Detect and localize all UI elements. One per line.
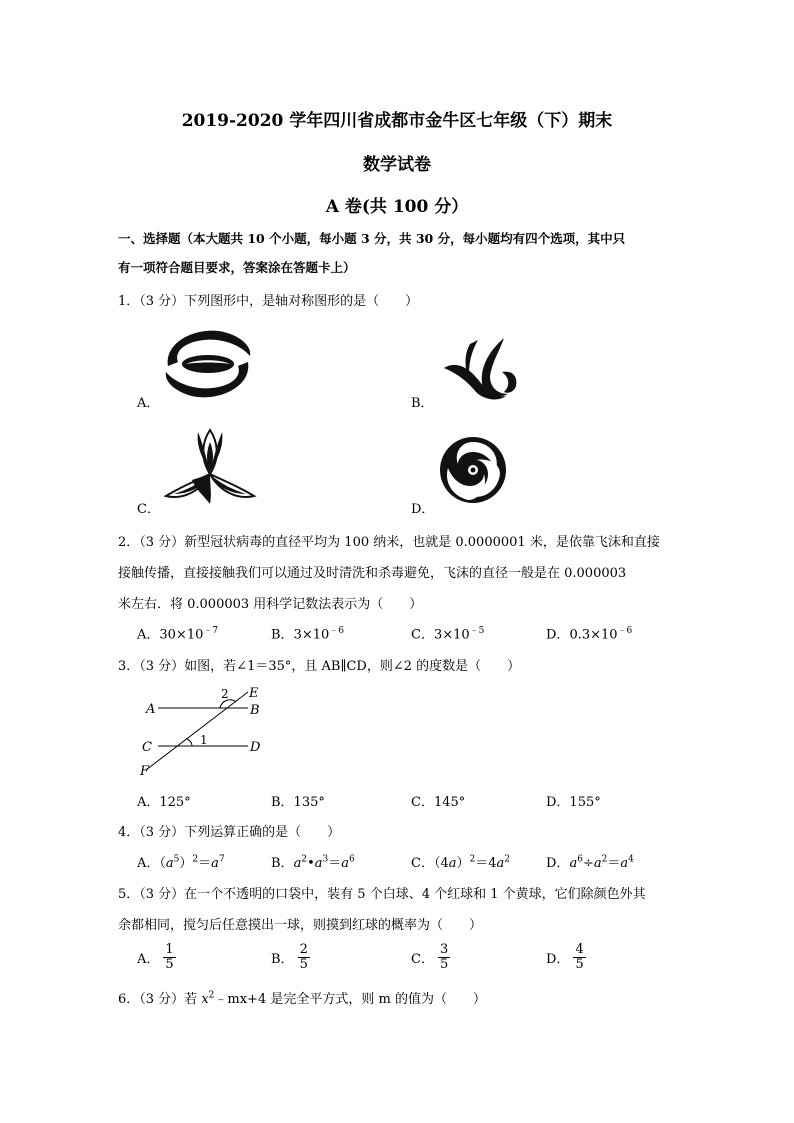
q1-option-d-label: D． <box>411 502 435 517</box>
q5-option-d-fraction <box>573 943 585 972</box>
parallel-lines-figure <box>136 682 276 780</box>
point-label-a: A <box>146 702 156 717</box>
q5-option-b-fraction <box>298 943 310 972</box>
question-1-stem: 1．（3 分）下列图形中，是轴对称图形的是（ ） <box>118 294 419 309</box>
q5-option-a-numerator: 1 <box>165 942 174 957</box>
q1-option-c-label: C． <box>137 502 160 517</box>
q5-option-a <box>137 943 176 972</box>
q5-option-b-denominator: 5 <box>299 957 308 972</box>
exam-subtitle: 数学试卷 <box>363 155 431 175</box>
spiral-logo-icon <box>438 434 508 506</box>
section-instructions-line1: 一、选择题（本大题共 10 个小题，每小题 3 分，共 30 分，每小题均有四个选项，其中只 <box>118 231 626 246</box>
q2-option-c-exp: ﹣5 <box>469 626 485 636</box>
point-label-d: D <box>250 740 261 755</box>
q4-option-c-label: C． <box>411 856 434 871</box>
q6-stem-prefix: 6．（3 分）若 <box>118 992 202 1007</box>
q4-option-d-label: D． <box>546 856 570 871</box>
question-6-stem <box>118 988 486 1007</box>
point-label-c: C <box>142 740 152 755</box>
question-2-line2: 接触传播，直接接触我们可以通过及时清洗和杀毒避免，飞沫的直径一般是在 0.000003 <box>118 566 627 581</box>
q3-option-a: A．125° <box>137 795 191 810</box>
q5-option-d-label: D． <box>546 952 570 967</box>
q5-option-b-label: B． <box>271 952 294 967</box>
question-5-line2: 余都相同，搅匀后任意摸出一球，则摸到红球的概率为（ ） <box>118 918 483 933</box>
question-3-stem: 3．（3 分）如图，若∠1＝35°，且 AB∥CD，则∠2 的度数是（ ） <box>118 659 521 674</box>
q5-option-b-numerator: 2 <box>299 942 308 957</box>
q1-option-b-label: B． <box>411 396 434 411</box>
q5-option-c-denominator: 5 <box>439 957 449 972</box>
q4-option-b-label: B． <box>271 856 294 871</box>
q6-expr-x: x <box>201 992 209 1007</box>
q2-option-a-base: 30×10 <box>159 627 204 643</box>
q2-option-b-base: 3×10 <box>293 627 330 643</box>
q5-option-c-label: C． <box>411 952 434 967</box>
q5-option-c-fraction <box>438 943 450 972</box>
q5-option-b <box>271 943 310 972</box>
question-4-stem: 4．（3 分）下列运算正确的是（ ） <box>118 825 341 840</box>
question-2-line1: 2．（3 分）新型冠状病毒的直径平均为 100 纳米，也就是 0.0000001 米，是依靠飞沫和直接 <box>118 535 660 550</box>
q2-option-b-label: B． <box>271 627 294 643</box>
exam-part-title: A 卷(共 100 分） <box>325 197 469 217</box>
q4-option-a: A．$(a^5)^2=a^7$ <box>137 854 225 871</box>
angle-1-label: 1 <box>200 733 208 747</box>
q4-option-a-label: A． <box>137 856 160 871</box>
q2-option-d-exp: ﹣6 <box>617 626 633 636</box>
q5-option-c-numerator: 3 <box>439 942 449 957</box>
q6-stem-suffix: 是完全平方式，则 m 的值为（ ） <box>266 992 486 1007</box>
q2-option-a-exp: ﹣7 <box>203 626 219 636</box>
q2-option-d <box>546 623 632 642</box>
q2-option-b <box>271 623 344 642</box>
q3-option-d: D．155° <box>546 795 601 810</box>
q5-option-c <box>411 943 450 972</box>
angle-2-label: 2 <box>221 687 229 701</box>
q2-option-d-label: D． <box>546 627 570 643</box>
q3-option-b: B．135° <box>271 795 325 810</box>
q4-option-b: B．$a^2•a^3=a^6$ <box>271 854 355 871</box>
section-instructions-line2: 有一项符合题目要求，答案涂在答题卡上） <box>118 260 356 275</box>
q2-option-c <box>411 623 484 642</box>
question-5-line1: 5．（3 分）在一个不透明的口袋中，装有 5 个白球、4 个红球和 1 个黄球，它们除颜色外其 <box>118 887 646 902</box>
q5-option-a-denominator: 5 <box>165 957 174 972</box>
q6-expr-rest: ﹣mx+4 <box>214 992 267 1007</box>
q5-option-d <box>546 943 586 972</box>
q4-option-d: D．$a^6\div a^2=a^4$ <box>546 854 634 871</box>
q2-option-b-exp: ﹣6 <box>329 626 345 636</box>
q1-option-a-label: A． <box>137 396 160 411</box>
q2-option-c-label: C． <box>411 627 434 643</box>
q2-option-a <box>137 623 218 642</box>
q6-expr-exp: 2 <box>208 990 215 1001</box>
q2-option-a-label: A． <box>137 627 160 643</box>
question-2-line3: 米左右．将 0.000003 用科学记数法表示为（ ） <box>118 597 423 612</box>
q5-option-a-label: A． <box>137 952 160 967</box>
q3-option-c: C．145° <box>411 795 466 810</box>
q2-option-d-base: 0.3×10 <box>569 627 618 643</box>
point-label-e: E <box>249 686 259 701</box>
q5-option-d-denominator: 5 <box>575 957 584 972</box>
point-label-b: B <box>250 703 260 718</box>
q2-option-c-base: 3×10 <box>433 627 470 643</box>
q4-option-c: C．$(4a)^2=4a^2$ <box>411 854 511 871</box>
q5-option-a-fraction <box>163 943 175 972</box>
ribbon-logo-icon <box>440 332 520 404</box>
exam-title: 2019-2020 学年四川省成都市金牛区七年级（下）期末 <box>181 111 613 131</box>
ring-logo-icon <box>160 326 256 402</box>
q5-option-d-numerator: 4 <box>575 942 584 957</box>
three-leaf-logo-icon <box>162 428 258 508</box>
point-label-f: F <box>140 764 150 779</box>
